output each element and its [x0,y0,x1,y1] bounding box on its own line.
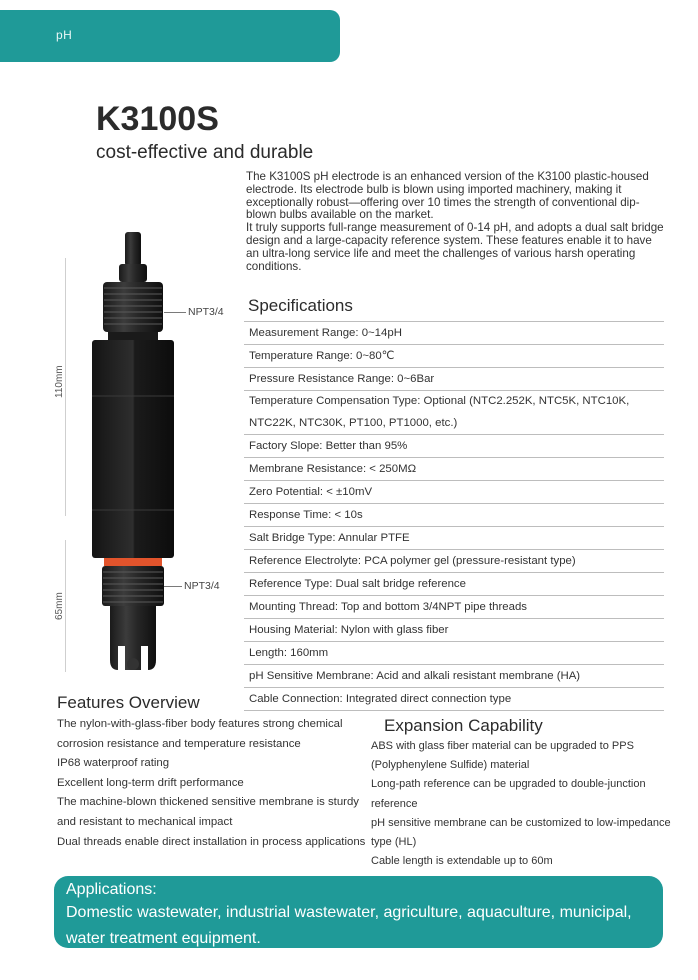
leader-bottom [164,586,182,587]
cable-top [125,232,141,266]
applications-title: Applications: [66,881,157,898]
applications-box [54,876,663,948]
spec-row: Salt Bridge Type: Annular PTFE [244,527,664,550]
features-title: Features Overview [57,693,200,712]
category-label: pH [56,28,73,42]
header-tab [0,10,340,62]
expansion-title: Expansion Capability [384,716,543,735]
spec-row: Temperature Compensation Type: Optional (NTC2.252K, NTC5K, NTC10K, NTC22K, NTC30K, PT100, PT1000, etc.) [244,391,664,435]
product-figure [56,228,246,678]
intro-paragraph: It truly supports full-range measurement of 0-14 pH, and adopts a dual salt bridge design and a large-capacity reference system. These features enable it to have an ultra-long service life and meet the challenges of various harsh operating conditions. [246,221,664,273]
spec-row: Length: 160mm [244,642,664,665]
spec-row: Response Time: < 10s [244,504,664,527]
features-list [57,715,377,852]
feature-item: The machine-blown thickened sensitive membrane is sturdy and resistant to mechanical impact [57,796,359,828]
electrode-illustration [56,228,246,678]
product-intro [246,171,666,273]
expansion-item: ABS with glass fiber material can be upgraded to PPS (Polyphenylene Sulfide) material [371,740,634,772]
spec-row: Measurement Range: 0~14pH [244,322,664,345]
feature-item: IP68 waterproof rating [57,757,170,770]
expansion-list [371,737,671,871]
spec-row: pH Sensitive Membrane: Acid and alkali resistant membrane (HA) [244,665,664,688]
specifications-title: Specifications [248,296,353,315]
spec-row: Temperature Range: 0~80℃ [244,345,664,368]
dim-line-lower [65,540,66,672]
spec-row: Factory Slope: Better than 95% [244,435,664,458]
spec-row: Zero Potential: < ±10mV [244,481,664,504]
product-tagline: cost-effective and durable [96,142,314,163]
dim-label-lower: 65mm [54,592,65,620]
thread-label-top: NPT3/4 [188,306,224,318]
dim-line-upper [65,258,66,516]
spec-row: Pressure Resistance Range: 0~6Bar [244,368,664,391]
expansion-item: Cable length is extendable up to 60m [371,855,553,868]
leader-top [164,312,186,313]
feature-item: Excellent long-term drift performance [57,776,244,789]
expansion-item: Long-path reference can be upgraded to double-junction reference [371,778,646,810]
intro-paragraph: The K3100S pH electrode is an enhanced version of the K3100 plastic-housed electrode. Its electrode bulb is blown using imported machinery, making it exceptionally robust—offering over 10 times the strength of conventional dip-blown bulbs available on the market. [246,170,649,222]
feature-item: Dual threads enable direct installation in process applications [57,835,366,848]
spec-row: Reference Type: Dual salt bridge reference [244,573,664,596]
specifications-table [244,321,664,711]
feature-item: The nylon-with-glass-fiber body features strong chemical corrosion resistance and temperature resistance [57,718,343,750]
spec-row: Reference Electrolyte: PCA polymer gel (pressure-resistant type) [244,550,664,573]
product-model-title: K3100S [96,100,219,138]
dim-label-upper: 110mm [54,365,65,398]
spec-row: Housing Material: Nylon with glass fiber [244,619,664,642]
thread-label-bottom: NPT3/4 [184,580,220,592]
spec-row: Mounting Thread: Top and bottom 3/4NPT pipe threads [244,596,664,619]
hex-body [92,340,174,558]
spec-row: Cable Connection: Integrated direct connection type [244,688,664,711]
o-ring [104,558,162,566]
expansion-item: pH sensitive membrane can be customized to low-impedance type (HL) [371,816,671,849]
applications-text: Domestic wastewater, industrial wastewater, agriculture, aquaculture, municipal, water treatment equipment. [66,904,632,947]
spec-row: Membrane Resistance: < 250MΩ [244,458,664,481]
gland [119,264,147,282]
